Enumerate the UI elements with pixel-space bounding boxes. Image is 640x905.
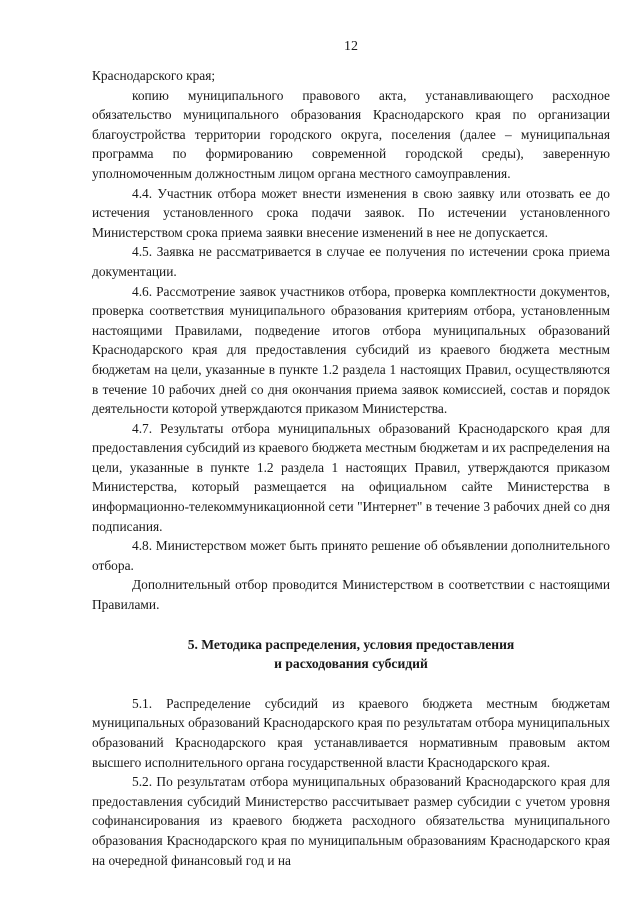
paragraph-4-4: 4.4. Участник отбора может внести изменения в свою заявку или отозвать ее до истечения установленного срока подачи заявок. По истечении установленного Министерством срока приема заявки внесение изменений в нее не допускается.: [92, 185, 610, 240]
page-number: 12: [344, 39, 358, 54]
paragraph-5-1: 5.1. Распределение субсидий из краевого бюджета местным бюджетам муниципальных образований Краснодарского края по результатам отбора муниципальных образований Краснодарского края устанавливается нормативным правовым актом высшего исполнительного органа государственной власти Краснодарского края.: [92, 695, 610, 770]
paragraph-additional-selection: Дополнительный отбор проводится Министерством в соответствии с настоящими Правилами.: [92, 577, 610, 613]
paragraph-4-7: 4.7. Результаты отбора муниципальных образований Краснодарского края для предоставления субсидий из краевого бюджета местным бюджетам и их распределения на цели, указанные в пункте 1.2 раздела 1 настоящих Правил, утверждаются приказом Министерства, который размещается на официальном сайте Министерства в информационно-телекоммуникационной сети "Интернет" в течение 3 рабочих дней со дня подписания.: [92, 420, 610, 534]
section-heading-line-2: и расходования субсидий: [274, 656, 428, 672]
paragraph-5-2: 5.2. По результатам отбора муниципальных образований Краснодарского края для предоставления субсидий Министерство рассчитывает размер субсидии с учетом уровня софинансирования из краевого бюджета расходного обязательства муниципального образования Краснодарского края по муниципальным образованиям Краснодарского края на очередной финансовый год и на: [92, 774, 610, 868]
paragraph-4-8: 4.8. Министерством может быть принято решение об объявлении дополнительного отбора.: [92, 538, 610, 573]
section-heading: [92, 635, 610, 674]
paragraph-4-6: 4.6. Рассмотрение заявок участников отбора, проверка комплектности документов, проверка соответствия муниципального образования критериям отбора, установленным настоящими Правилами, подведение итогов отбора муниципальных образований Краснодарского края для предоставления субсидий из краевого бюджета местным бюджетам на цели, указанные в пункте 1.2 раздела 1 настоящих Правил, осуществляются в течение 10 рабочих дней со дня окончания приема заявок комиссией, состав и порядок деятельности которой утверждаются приказом Министерства.: [92, 283, 610, 417]
paragraph-4-5: 4.5. Заявка не рассматривается в случае ее получения по истечении срока приема документации.: [92, 244, 610, 279]
section-heading-line-1: 5. Методика распределения, условия предоставления: [187, 636, 515, 652]
paragraph: копию муниципального правового акта, устанавливающего расходное обязательство муниципального образования Краснодарского края по организации благоустройства территории городского округа, поселения (далее – муниципальная программа по формированию современной городской среды), заверенную уполномоченным должностным лицом органа местного самоуправления.: [92, 87, 610, 181]
paragraph: Краснодарского края;: [92, 68, 216, 83]
